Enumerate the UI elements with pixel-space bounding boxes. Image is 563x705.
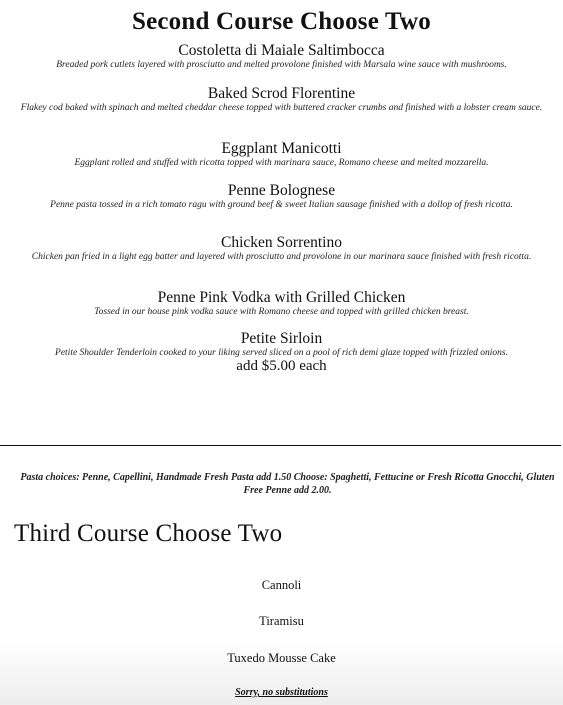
menu-item-name: Baked Scrod Florentine	[207, 85, 356, 102]
menu-item-costoletta	[6, 42, 557, 71]
menu-item-name: Penne Bolognese	[227, 182, 336, 199]
dessert-cannoli: Cannoli	[261, 578, 302, 592]
menu-item-name: Eggplant Manicotti	[221, 140, 342, 157]
menu-item-description: Breaded pork cutlets layered with prosciutto and melted provolone finished with Marsala wine sauce with mushrooms.	[56, 60, 507, 70]
second-course-title: Second Course Choose Two	[131, 8, 432, 35]
menu-item-description: Tossed in our house pink vodka sauce with Romano cheese and topped with grilled chicken breast.	[94, 307, 469, 317]
menu-item-name: Penne Pink Vodka with Grilled Chicken	[157, 289, 406, 306]
menu-item-bolognese	[6, 182, 557, 211]
section-divider	[0, 445, 561, 446]
pasta-choices-note: Pasta choices: Penne, Capellini, Handmade Fresh Pasta add 1.50 Choose: Spaghetti, Fettucine or Fresh Ricotta Gnocchi, Gluten Free Penne add 2.00.	[20, 472, 555, 496]
sirloin-upcharge: add $5.00 each	[236, 358, 327, 374]
menu-item-description: Eggplant rolled and stuffed with ricotta topped with marinara sauce, Romano cheese and melted mozzarella.	[74, 158, 489, 168]
menu-item-name: Chicken Sorrentino	[221, 234, 342, 251]
no-substitutions-note: Sorry, no substitutions	[235, 687, 328, 698]
dessert-tiramisu: Tiramisu	[259, 614, 304, 628]
menu-item-eggplant	[6, 140, 557, 169]
dessert-tuxedo-mousse-cake: Tuxedo Mousse Cake	[227, 651, 336, 665]
menu-item-sirloin	[6, 330, 557, 374]
menu-item-description: Penne pasta tossed in a rich tomato ragu with ground beef & sweet Italian sausage finished with a dollop of fresh ricotta.	[50, 200, 513, 210]
menu-item-scrod	[6, 85, 557, 114]
menu-item-name: Costoletta di Maiale Saltimbocca	[178, 42, 385, 59]
menu-item-sorrentino	[6, 234, 557, 263]
menu-item-pink-vodka	[6, 289, 557, 318]
menu-item-description: Flakey cod baked with spinach and melted cheddar cheese topped with buttered cracker crumbs and finished with a lobster cream sauce.	[20, 103, 543, 113]
menu-item-name: Petite Sirloin	[240, 330, 323, 347]
menu-item-description: Petite Shoulder Tenderloin cooked to your liking served sliced on a pool of rich demi glaze topped with frizzled onions.	[55, 348, 508, 358]
menu-item-description: Chicken pan fried in a light egg batter and layered with prosciutto and provolone in our marinara sauce finished with fresh ricotta.	[31, 252, 532, 262]
third-course-title: Third Course Choose Two	[14, 520, 283, 547]
